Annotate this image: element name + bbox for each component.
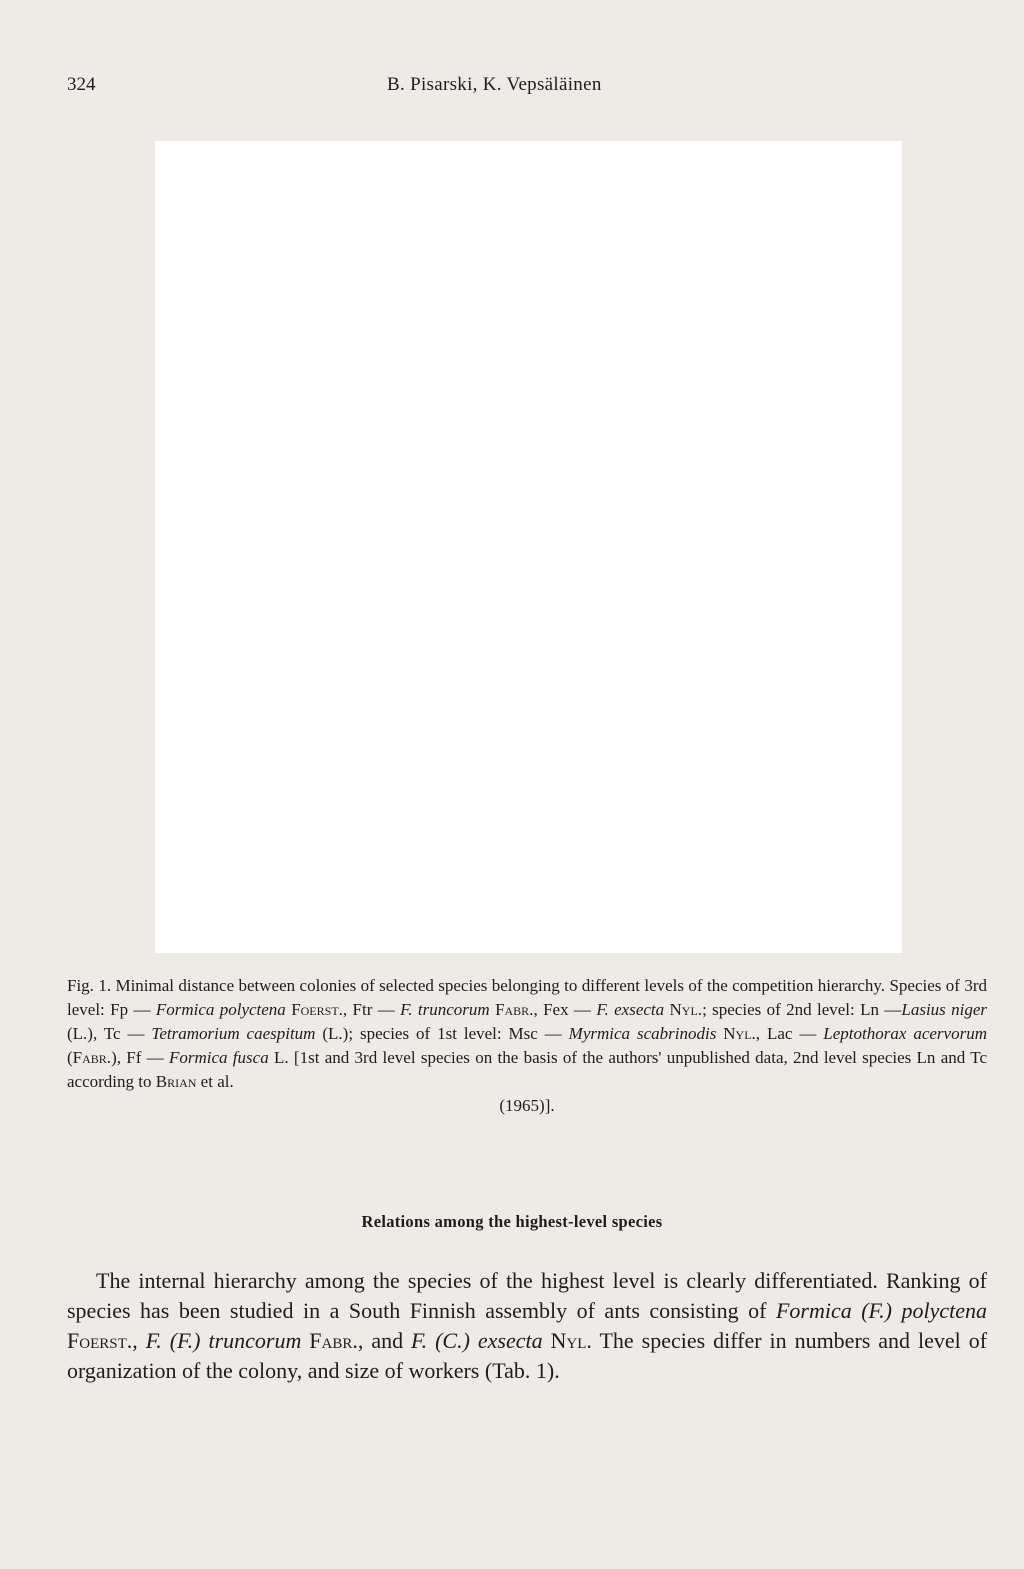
running-head: B. Pisarski, K. Vepsäläinen: [387, 74, 602, 95]
caption-text: (: [67, 1048, 73, 1067]
body-author: Foerst.: [67, 1328, 133, 1353]
caption-species: F. exsecta: [596, 1000, 665, 1019]
caption-text: ; species of 2nd level: Ln —: [702, 1000, 902, 1019]
body-species: F. (F.) truncorum: [145, 1328, 302, 1353]
caption-text: , Fex —: [533, 1000, 597, 1019]
paragraph: [67, 1266, 987, 1386]
caption-text: (1965)].: [499, 1096, 555, 1115]
figure-caption: [67, 974, 987, 1118]
caption-author: Nyl.: [669, 1000, 703, 1019]
body-text: , and: [357, 1328, 412, 1353]
caption-author: Brian: [155, 1072, 197, 1091]
caption-species: F. truncorum: [400, 1000, 490, 1019]
body-text: ,: [132, 1328, 146, 1353]
caption-species: Tetramorium caespitum: [151, 1024, 316, 1043]
caption-species: Leptothorax acervorum: [823, 1024, 987, 1043]
body-paragraph: [67, 1266, 987, 1386]
body-text: The internal hierarchy among the species of the highest level is clearly differentiated. Ranking of species has been studied in a South Finnish assembly of ants consisting of: [67, 1268, 987, 1323]
caption-species: Myrmica scabrinodis: [568, 1024, 717, 1043]
caption-text: , Ftr —: [342, 1000, 401, 1019]
body-species: Formica (F.) polyctena: [775, 1298, 988, 1323]
body-text: The species differ in numbers and level of organization of the colony, and size of workers (Tab. 1).: [67, 1328, 988, 1383]
caption-author: Foerst.: [291, 1000, 343, 1019]
caption-text: et al.: [196, 1072, 234, 1091]
section-heading: Relations among the highest-level species: [361, 1212, 663, 1231]
caption-text: , Lac —: [755, 1024, 824, 1043]
caption-text: L. [1st and 3rd level species on the basis of the authors' unpublished data, 2nd level species Ln and Tc according to: [67, 1048, 987, 1091]
caption-author: Fabr.: [495, 1000, 534, 1019]
caption-species: Formica polyctena: [155, 1000, 286, 1019]
caption-text: (L.); species of 1st level: Msc —: [315, 1024, 569, 1043]
body-author: Fabr.: [309, 1328, 358, 1353]
caption-text: Fig. 1. Minimal distance between colonies of selected species belonging to different levels of the competition hierarchy. Species of 3rd level: Fp —: [67, 976, 987, 1019]
caption-species: Lasius niger: [901, 1000, 988, 1019]
figure-1-area: [155, 141, 902, 953]
body-text: [543, 1328, 551, 1353]
body-species: F. (C.) exsecta: [411, 1328, 543, 1353]
body-author: Nyl.: [550, 1328, 592, 1353]
caption-author: Fabr.: [72, 1048, 112, 1067]
page-number: 324: [67, 74, 96, 95]
caption-text: ), Ff —: [111, 1048, 169, 1067]
page-header: [67, 74, 956, 104]
caption-text: (L.), Tc —: [67, 1024, 152, 1043]
caption-author: Nyl.: [723, 1024, 756, 1043]
caption-species: Formica fusca: [168, 1048, 269, 1067]
